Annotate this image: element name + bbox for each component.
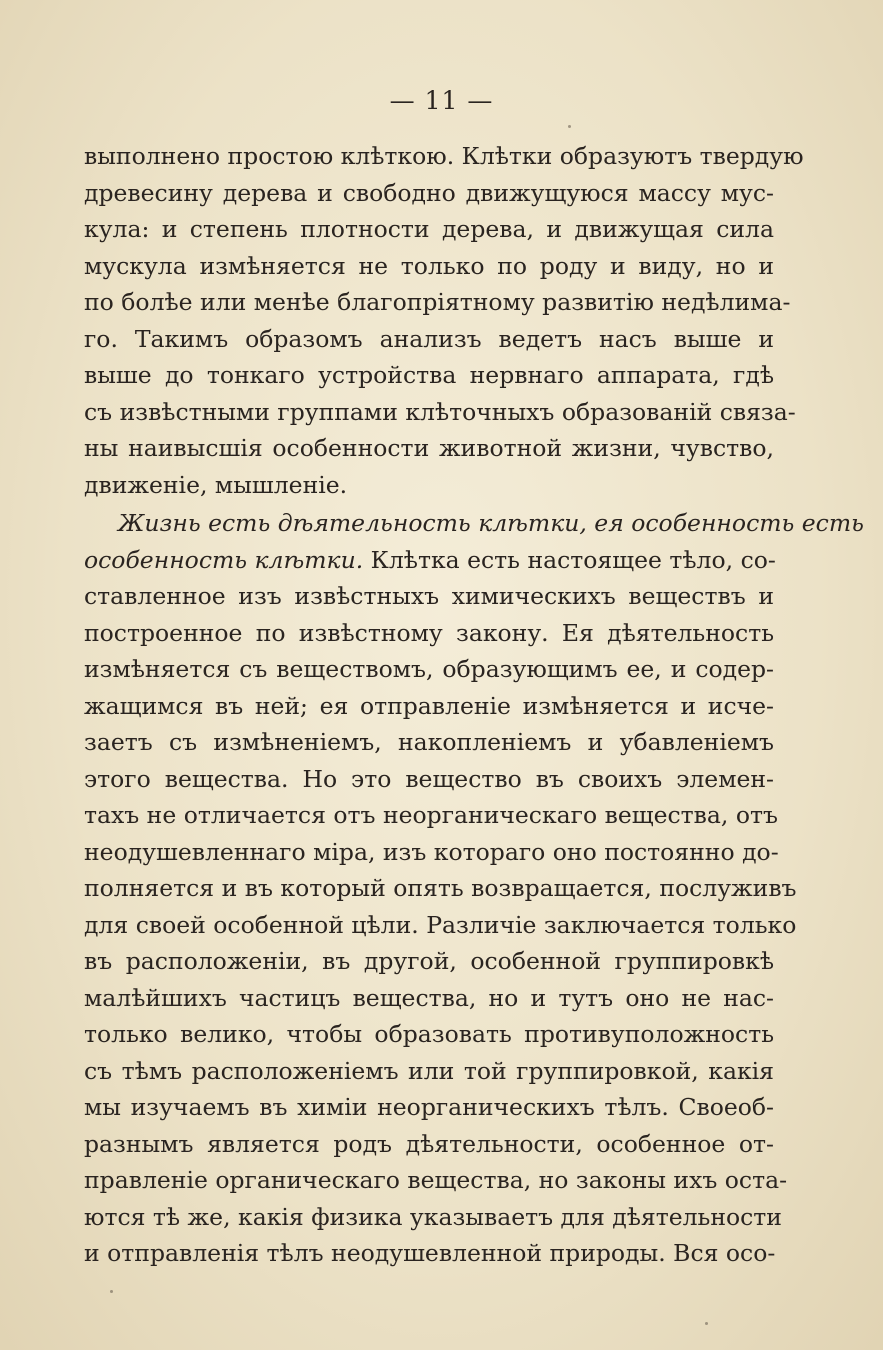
text-line: для своей особенной цѣли. Различіе заключается только xyxy=(84,910,797,939)
text-run: Клѣтка есть настоящее тѣло, со- xyxy=(363,545,776,574)
italic-phrase: особенность клѣтки. xyxy=(84,545,364,574)
text-line: съ тѣмъ расположеніемъ или той группировкой, какія xyxy=(84,1056,774,1085)
text-line: въ расположеніи, въ другой, особенной группировкѣ xyxy=(84,947,774,975)
text-line: ставленное изъ извѣстныхъ химическихъ веществъ и xyxy=(84,582,774,610)
italic-phrase: Жизнь есть дѣятельность клѣтки, ея особенность есть xyxy=(118,509,864,537)
text-line: разнымъ является родъ дѣятельности, особенное от- xyxy=(84,1129,774,1158)
text-line: выполнено простою клѣткою. Клѣтки образуютъ твердую xyxy=(84,142,804,170)
text-line: ются тѣ же, какія физика указываетъ для дѣятельности xyxy=(84,1202,782,1231)
text-line: только велико, чтобы образовать противуположность xyxy=(84,1020,774,1048)
text-line: малѣйшихъ частицъ вещества, но и тутъ оно не нас- xyxy=(84,983,774,1012)
text-line: го. Такимъ образомъ анализъ ведетъ насъ выше и xyxy=(84,324,774,353)
text-line: этого вещества. Но это вещество въ своихъ элемен- xyxy=(84,764,774,793)
text-line: мускула измѣняется не только по роду и виду, но и xyxy=(84,251,774,280)
text-line: движеніе, мышленіе. xyxy=(84,470,348,499)
text-line: по болѣе или менѣе благопріятному развитію недѣлима- xyxy=(84,288,791,316)
text-line: полняется и въ который опять возвращается, послуживъ xyxy=(84,874,797,902)
text-line: кула: и степень плотности дерева, и движущая сила xyxy=(84,215,774,243)
text-line xyxy=(84,505,864,542)
text-line: тахъ не отличается отъ неорганическаго вещества, отъ xyxy=(84,801,778,829)
body-text xyxy=(84,138,864,1272)
text-line xyxy=(84,542,774,579)
text-line: жащимся въ ней; ея отправленіе измѣняется и исче- xyxy=(84,691,774,720)
paper-speck xyxy=(705,1322,708,1325)
paper-speck xyxy=(110,1290,113,1293)
text-line: построенное по извѣстному закону. Ея дѣятельность xyxy=(84,618,774,647)
text-line: древесину дерева и свободно движущуюся массу мус- xyxy=(84,178,774,207)
text-line: ны наивысшія особенности животной жизни, чувство, xyxy=(84,434,774,462)
text-line: правленіе органическаго вещества, но законы ихъ оста- xyxy=(84,1166,788,1194)
text-line: измѣняется съ веществомъ, образующимъ ее, и содер- xyxy=(84,655,774,683)
text-line: неодушевленнаго міра, изъ котораго оно постоянно до- xyxy=(84,837,779,866)
text-line: мы изучаемъ въ химіи неорганическихъ тѣлъ. Своеоб- xyxy=(84,1093,774,1121)
text-line: и отправленія тѣлъ неодушевленной природы. Вся осо- xyxy=(84,1239,776,1267)
text-line: выше до тонкаго устройства нервнаго аппарата, гдѣ xyxy=(84,361,774,389)
text-line: съ извѣстными группами клѣточныхъ образованій связа- xyxy=(84,397,796,426)
text-line: заетъ съ измѣненіемъ, накопленіемъ и убавленіемъ xyxy=(84,728,774,756)
page-number: — 11 — xyxy=(389,86,494,115)
paper-speck xyxy=(568,125,571,128)
